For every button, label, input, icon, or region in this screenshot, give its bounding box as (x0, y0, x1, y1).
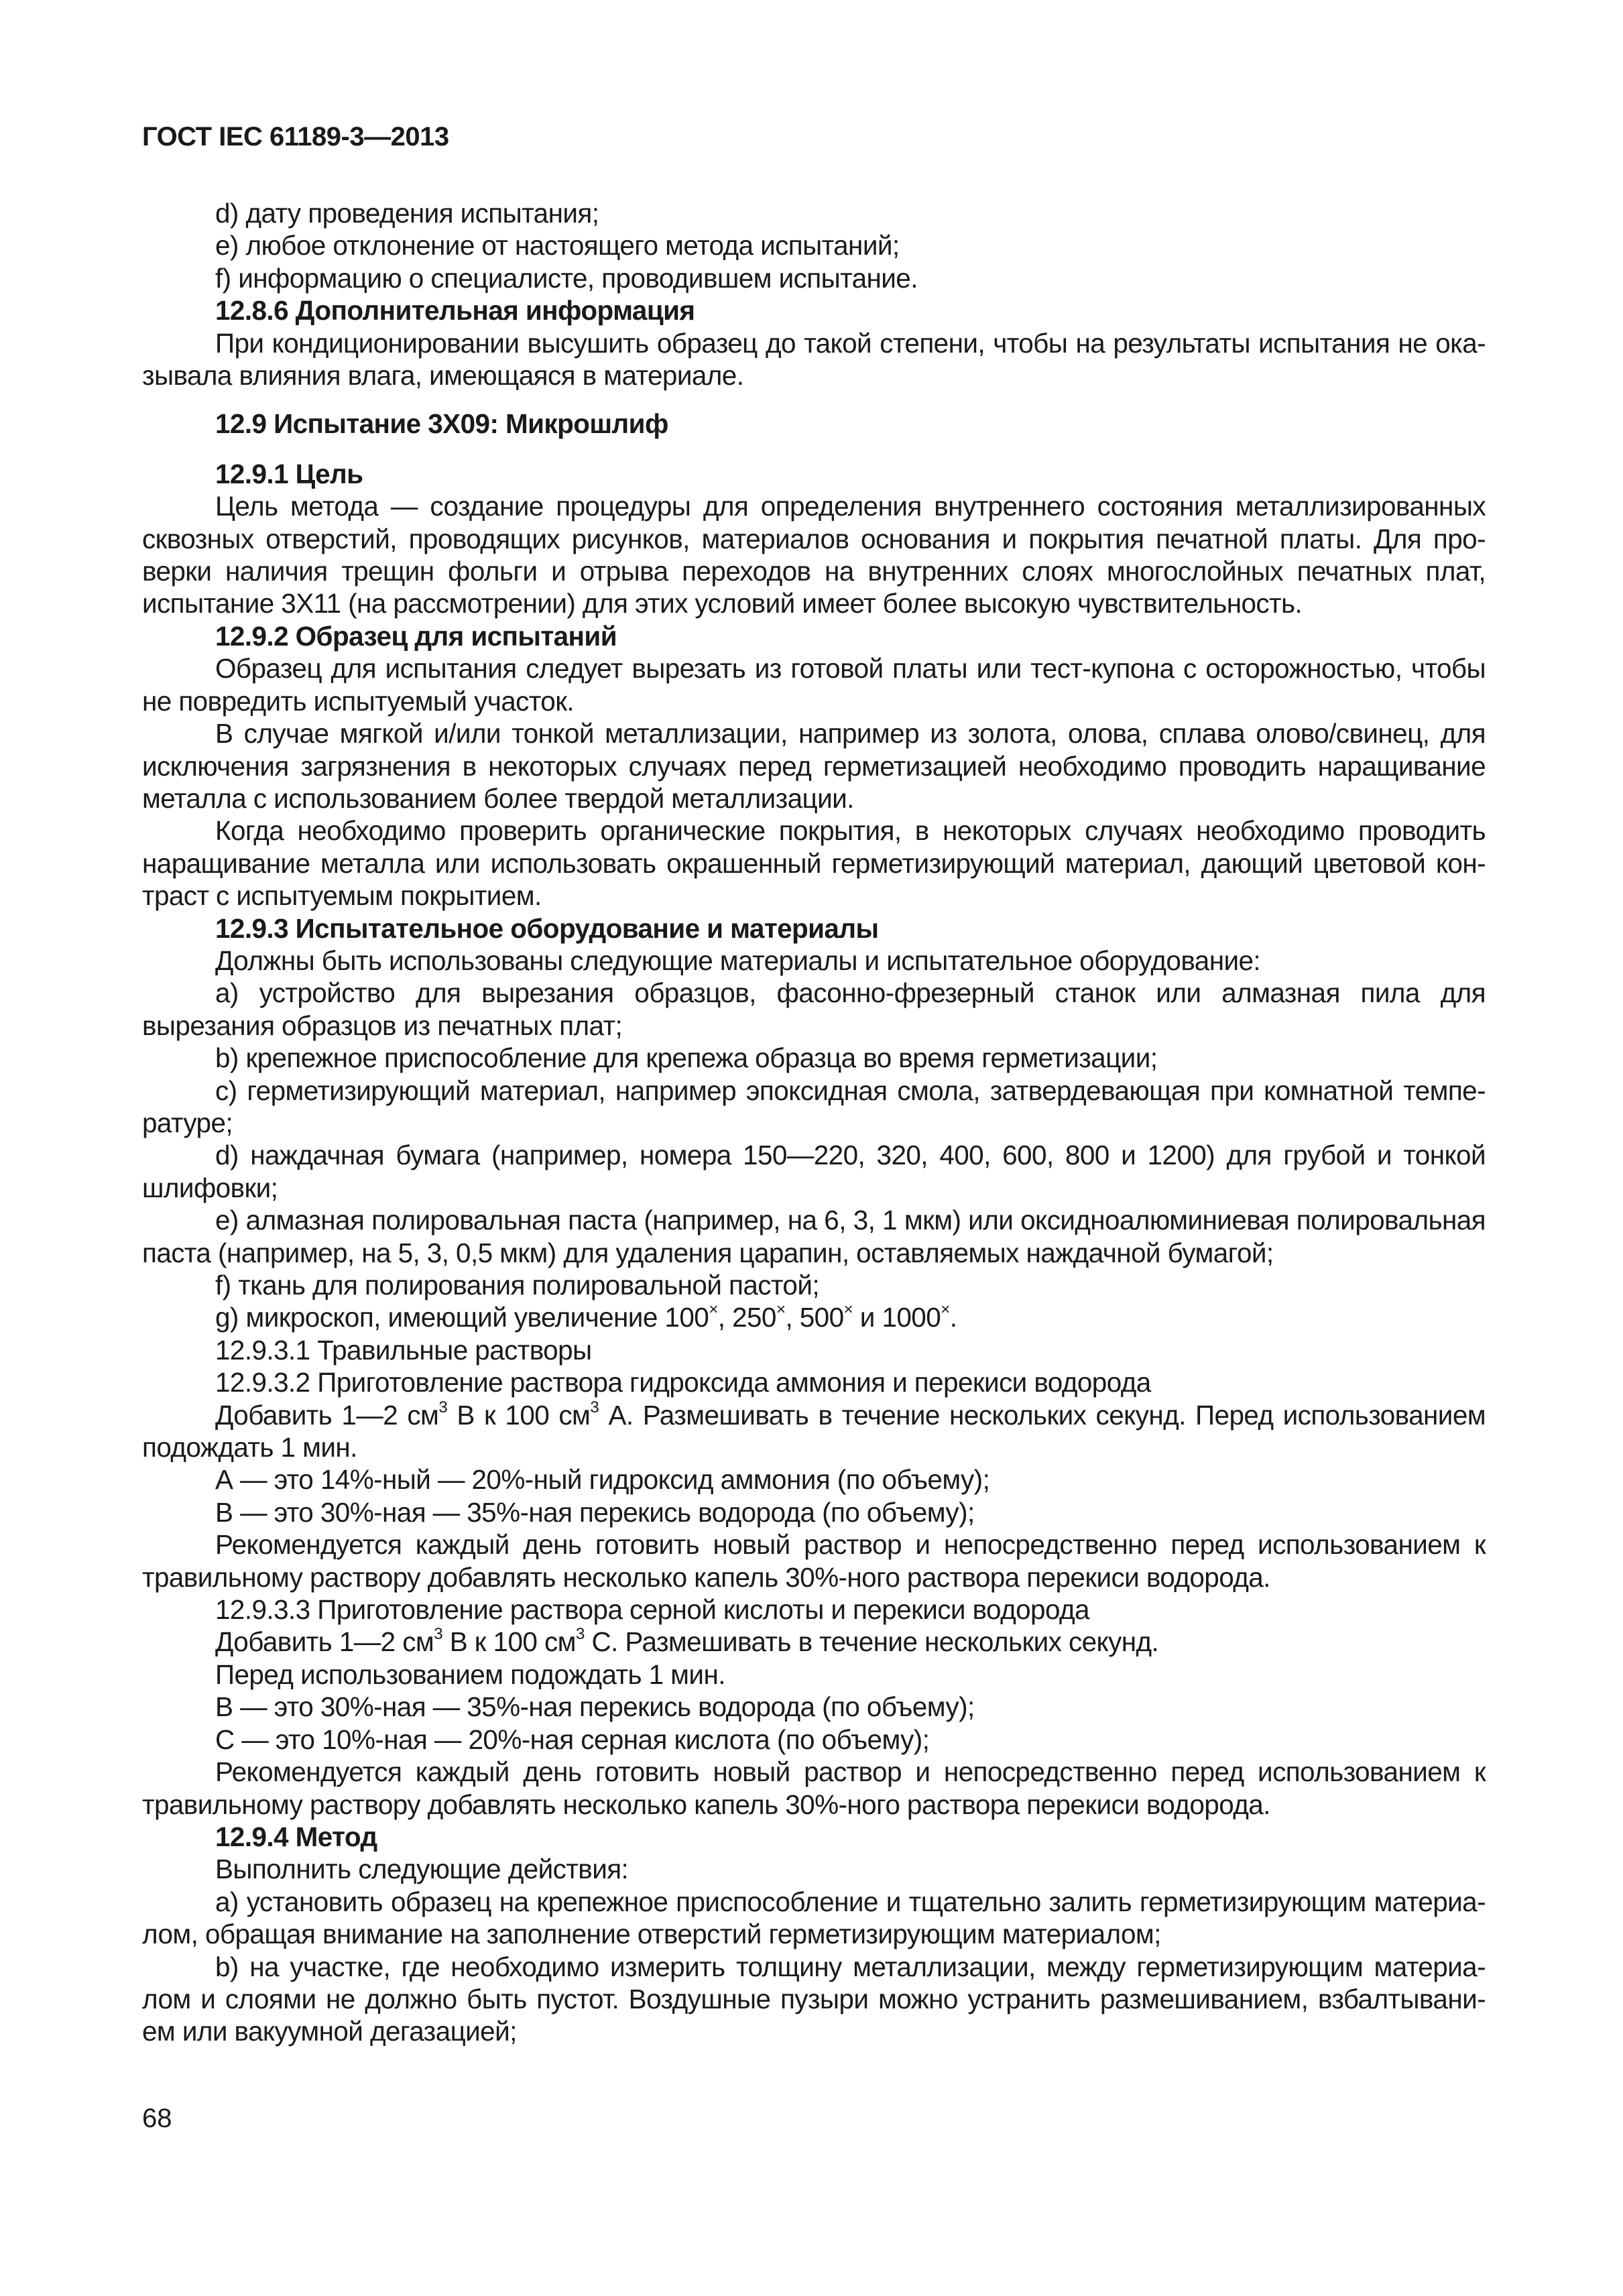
paragraph: Должны быть использованы следующие материалы и испытательное оборудование: (215, 945, 1261, 976)
paragraph: Выполнить следующие действия: (215, 1854, 629, 1885)
paragraph: В случае мягкой и/или тонкой металлизации, например из золота, олова, сплава олово/свинец, для исключения загрязнения в некоторых случаях перед герметизацией необходимо проводить наращивание металла с использованием более твердой металлизации. (142, 718, 1486, 814)
subsection-heading-12-9-3-1: 12.9.3.1 Травильные растворы (215, 1334, 592, 1366)
paragraph: Перед использованием подождать 1 мин. (215, 1658, 725, 1690)
paragraph: Рекомендуется каждый день готовить новый раствор и непосредственно перед использованием к травильному раствору добавлять несколько капель 30%-ного раствора перекиси водорода. (142, 1529, 1486, 1593)
section-heading-12-8-6: 12.8.6 Дополнительная информация (215, 295, 695, 326)
section-heading-12-9: 12.9 Испытание 3X09: Микрошлиф (215, 408, 668, 440)
list-item-e: e) алмазная полировальная паста (например, на 6, 3, 1 мкм) или оксидноалюминиевая полировальная паста (например, на 5, 3, 0,5 мкм) для удаления царапин, оставляемых наждачной бумагой; (142, 1205, 1486, 1268)
list-item-d: d) дату проведения испытания; (215, 198, 599, 229)
paragraph: С — это 10%-ная — 20%-ная серная кислота (по объему); (215, 1724, 930, 1755)
paragraph: В — это 30%-ная — 35%-ная перекись водорода (по объему); (215, 1691, 975, 1723)
document-body (142, 197, 1486, 2048)
paragraph: Образец для испытания следует вырезать из готовой платы или тест-купона с осторожностью, чтобы не повредить испытуемый участок. (142, 653, 1486, 717)
paragraph: А — это 14%-ный — 20%-ный гидроксид аммония (по объему); (215, 1464, 990, 1496)
subsection-heading-12-9-3-3: 12.9.3.3 Приготовление раствора серной кислоты и перекиси водорода (215, 1594, 1089, 1626)
page-number: 68 (142, 2104, 172, 2133)
list-item-a: a) установить образец на крепежное приспособление и тщательно залить герметизирующим материа-лом, обращая внимание на заполнение отверстий герметизирующим материалом; (142, 1886, 1486, 1950)
list-item-b: b) крепежное приспособление для крепежа образца во время герметизации; (215, 1042, 1158, 1074)
subsection-heading-12-9-3-2: 12.9.3.2 Приготовление раствора гидроксида аммония и перекиси водорода (215, 1367, 1151, 1398)
paragraph: Добавить 1—2 $см^3$ В к 100 $см^3$ С. Размешивать в течение нескольких секунд. (215, 1625, 1159, 1658)
list-item-a: a) устройство для вырезания образцов, фасонно-фрезерный станок или алмазная пила для вырезания образцов из печатных плат; (142, 977, 1486, 1041)
list-item-g: g) микроскоп, имеющий увеличение 100×, 250×, 500× и 1000×. (215, 1301, 957, 1333)
list-item-b: b) на участке, где необходимо измерить толщину металлизации, между герметизирующим материа-лом и слоями не должно быть пустот. Воздушные пузыри можно устранить размешиванием, взбалтывани-ем или вакуумной дегазацией; (142, 1951, 1486, 2047)
list-item-f: f) ткань для полирования полировальной пастой; (215, 1270, 820, 1301)
document-header: ГОСТ IEC 61189-3—2013 (142, 122, 449, 152)
paragraph: В — это 30%-ная — 35%-ная перекись водорода (по объему); (215, 1496, 975, 1528)
paragraph: Добавить 1—2 $см^3$ В к 100 $см^3$ А. Размешивать в течение нескольких секунд. Перед использованием подождать 1 мин. (142, 1398, 1486, 1463)
section-heading-12-9-4: 12.9.4 Метод (215, 1821, 377, 1852)
list-item-e: e) любое отклонение от настоящего метода испытаний; (215, 230, 900, 261)
paragraph: Цель метода — создание процедуры для определения внутреннего состояния металлизированных сквозных отверстий, проводящих рисунков, материалов основания и покрытия печатной платы. Для про-верки наличия трещин фольги и отрыва переходов на внутренних слоях многослойных печатных плат, испытание 3X11 (на рассмотрении) для этих условий имеет более высокую чувствительность. (142, 491, 1486, 619)
paragraph: Когда необходимо проверить органические покрытия, в некоторых случаях необходимо проводить наращивание металла или использовать окрашенный герметизирующий материал, дающий цветовой кон-траст с испытуемым покрытием. (142, 815, 1486, 912)
paragraph: Рекомендуется каждый день готовить новый раствор и непосредственно перед использованием к травильному раствору добавлять несколько капель 30%-ного раствора перекиси водорода. (142, 1756, 1486, 1820)
section-heading-12-9-3: 12.9.3 Испытательное оборудование и материалы (215, 912, 879, 944)
list-item-c: c) герметизирующий материал, например эпоксидная смола, затвердевающая при комнатной темпе-ратуре; (142, 1075, 1486, 1138)
paragraph: При кондиционировании высушить образец до такой степени, чтобы на результаты испытания не ока-зывала влияния влага, имеющаяся в материале. (142, 327, 1486, 391)
list-item-d: d) наждачная бумага (например, номера 150—220, 320, 400, 600, 800 и 1200) для грубой и тонкой шлифовки; (142, 1140, 1486, 1203)
section-heading-12-9-1: 12.9.1 Цель (215, 458, 363, 489)
list-item-f: f) информацию о специалисте, проводившем испытание. (215, 262, 918, 294)
section-heading-12-9-2: 12.9.2 Образец для испытаний (215, 620, 617, 652)
